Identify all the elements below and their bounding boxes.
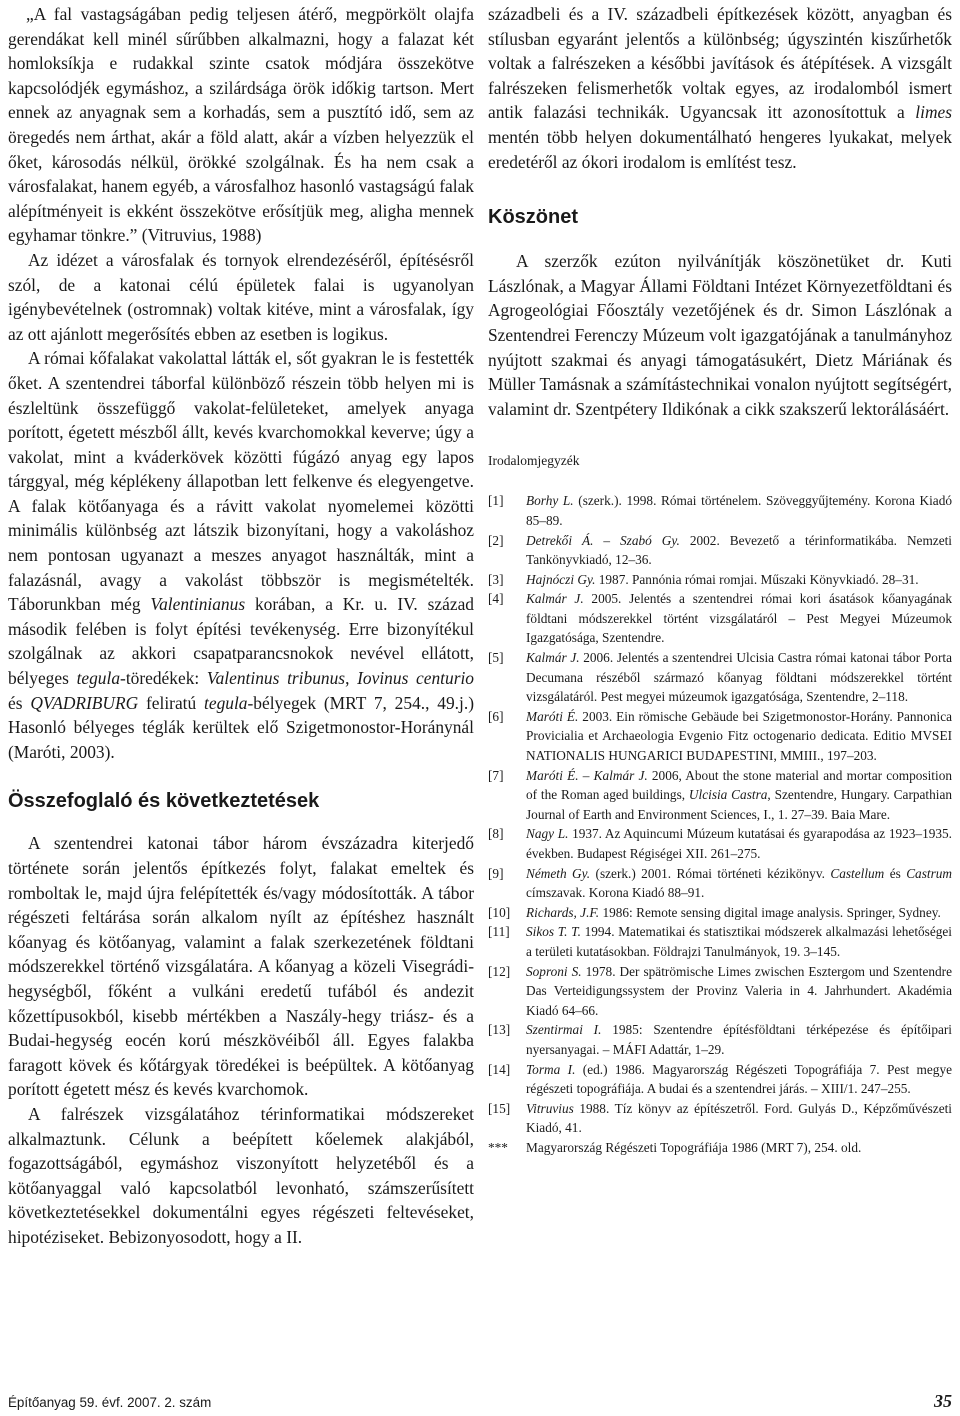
reference-author: Borhy L.	[526, 493, 574, 509]
reference-number: [4]	[488, 591, 504, 607]
reference-text: (szerk.). 1998. Római történelem. Szöveggyűjtemény. Korona Kiadó 85–89.	[526, 493, 952, 528]
reference-item	[488, 824, 952, 863]
section-heading-summary: Összefoglaló és következtetések	[8, 790, 320, 813]
reference-item	[488, 1060, 952, 1099]
text-run: -bélyegek (MRT 7, 254., 49.j.) Hasonló bélyeges téglák kerültek elő Szigetmonostor-Horánynál (Maróti, 2003).	[8, 692, 474, 762]
reference-item	[488, 1138, 952, 1158]
reference-item	[488, 962, 952, 1021]
reference-number: [13]	[488, 1022, 511, 1038]
text-run: tegula	[204, 692, 248, 713]
text-run: korában, a Kr. u. IV. század második felében is folyt építési tevékenység. Erre bizonyítékul szolgálnak az akkori csapatparancsnokok nevével ellátott, bélyeges	[8, 594, 474, 689]
reference-text: és	[884, 865, 907, 881]
references-title: Irodalomjegyzék	[488, 453, 580, 469]
reference-text: , Szentendre, Hungary. Carpathian Journal of Earth and Environment Sciences, I., 1. 27–39. Baia Mare.	[526, 787, 953, 822]
text-run: -töredékek:	[120, 668, 207, 689]
reference-author: Soproni S.	[526, 963, 582, 979]
text-run: limes	[915, 102, 952, 123]
reference-item	[488, 707, 952, 766]
reference-author: Detrekői Á. – Szabó Gy.	[526, 532, 680, 548]
right-column	[488, 0, 952, 1158]
reference-item	[488, 589, 952, 648]
references-list	[488, 491, 952, 1157]
reference-text: 1994. Matematikai és statisztikai módszerek alkalmazási lehetőségei a területi kutatásokban. Földrajzi Tanulmányok, 19. 3–145.	[526, 924, 952, 959]
reference-number: ***	[488, 1139, 508, 1155]
left-column	[8, 0, 474, 1250]
reference-number: [14]	[488, 1061, 511, 1077]
reference-number: [9]	[488, 865, 504, 881]
reference-author: Hajnóczi Gy.	[526, 571, 596, 587]
reference-item	[488, 1099, 952, 1138]
text-run: QVADRIBURG	[30, 692, 139, 713]
reference-text: címszavak. Korona Kiadó 88–91.	[526, 885, 705, 901]
reference-number: [12]	[488, 963, 511, 979]
reference-author: Németh Gy.	[526, 865, 591, 881]
reference-text: (szerk.) 2001. Római történeti kézikönyv.	[590, 865, 831, 881]
reference-author: Kalmár J.	[526, 650, 580, 666]
reference-text: 2002. Bevezető a térinformatikába. Nemzeti Tankönyvkiadó, 12–36.	[526, 532, 952, 568]
reference-text: 1986: Remote sensing digital image analysis. Springer, Sydney.	[599, 904, 941, 920]
reference-item	[488, 864, 952, 903]
text-run: feliratú	[138, 692, 205, 713]
reference-text: 2006. Jelentés a szentendrei Ulcisia Castra római katonai tábor Porta Decumana részéből származó kőanyag földtani módszerekkel történt vizsgálatáról. Pest megyei múzeumok igazgatósága, Szentendre, 2–118.	[526, 650, 952, 705]
reference-author: Vitruvius	[526, 1100, 574, 1116]
paragraph-methods: A falrészek vizsgálatához térinformatikai módszereket alkalmaztunk. Célunk a beépített kőelemek alakjából, fogazottságából, egymáshoz viszonyított helyzetéből és a kötőanyaggal való kapcsolatból levonható, számszerűsített következtetésekkel dokumentálni egyes régészeti feltevéseket, hipotéziseket. Bebizonyosodott, hogy a II.	[8, 1103, 474, 1247]
reference-text: (ed.) 1986. Magyarország Régészeti Topográfiája 7. Pest megye régészeti topográfiája. A budai és a szentendrei járás. – XIII/1. 247–255.	[526, 1061, 952, 1097]
reference-item	[488, 648, 952, 707]
reference-author: Kalmár J.	[526, 591, 584, 607]
reference-number: [7]	[488, 767, 504, 783]
journal-footer: Építőanyag 59. évf. 2007. 2. szám	[8, 1395, 212, 1410]
reference-author: Maróti É.	[526, 708, 579, 724]
reference-author: Szentirmai I.	[526, 1022, 602, 1038]
reference-text: 1985: Szentendre építésföldtani térképezése és építőipari nyersanyagai. – MÁFI Adattár, 1–29.	[526, 1022, 952, 1057]
text-run: századbeli és a IV. századbeli építkezések között, anyagban és stílusban egyaránt jelentős a különbség; úgyszintén kiszűrhetők voltak a falrészeken a későbbi javítások és átépítések. A vizsgált falrészeken felismerhetők voltak egyes, az irodalomból ismert antik falazási technikák. Ugyancsak itt azonosítottuk a	[488, 4, 952, 123]
reference-text: Ulcisia Castra	[688, 787, 768, 803]
reference-item	[488, 531, 952, 570]
reference-text: 2003. Ein römische Gebäude bei Szigetmonostor-Horány. Pannonica Provicialia et Archaeologia Evgenio Fitz octogenario dedicata. Editio MVSEI NATIONALIS HUNGARICI BUDAPESTINI, MMIII., 197–203.	[526, 708, 952, 764]
reference-text: 1988. Tíz könyv az építészetről. Ford. Gulyás D., Képzőművészeti Kiadó, 41.	[526, 1100, 952, 1136]
reference-author: Nagy L.	[526, 826, 569, 842]
reference-text: 1937. Az Aquincumi Múzeum kutatásai és gyarapodása az 1923–1935. években. Budapest Régiségei XII. 261–275.	[526, 826, 952, 861]
vitruvius-quote: „A fal vastagságában pedig teljesen átérő, megpörkölt olajfa gerendákat kell minél sűrűbben alkalmazni, hogy a falazat két homloksíkja e rudakkal szinte csatok módjára összekötve kapcsolódjék egymáshoz, a szilárdsága örök időkig tartson. Mert ennek az anyagnak sem a korhadás, sem a pusztító idő, sem az öregedés nem árthat, akár a föld alatt, akár a vízben helyezzük el őket, károsodás nélkül, örökké szolgálnak. És ha nem csak a városfalakat, hanem egyéb, a városfalhoz hasonló vastagságú falak alépítményeit is ekként összekötve erősítjük meg, aligha mennek egyhamar tönkre.” (Vitruvius, 1988)	[8, 4, 474, 246]
reference-author: Torma I.	[526, 1061, 576, 1077]
text-run: tegula	[76, 668, 121, 689]
paragraph-acknowledgement: A szerzők ezúton nyilvánítják köszönetüket dr. Kuti Lászlónak, a Magyar Állami Földtani Intézet Környezetföldtani és Agrogeológiai Főosztály vezetőjének és dr. Simon Lászlónak a Szentendrei Ferenczy Múzeum volt igazgatójának a tanulmányhoz nyújtott szakmai és anyagi támogatásukért, Dietz Máriának és Müller Tamásnak a számítástechnikai vonalon nyújtott segítségért, valamint dr. Szentpétery Ildikónak a cikk szakszerű lektorálásáért.	[488, 251, 952, 419]
reference-number: [15]	[488, 1100, 511, 1116]
reference-number: [10]	[488, 904, 511, 920]
reference-text: Castrum	[906, 865, 952, 881]
reference-number: [6]	[488, 708, 504, 724]
reference-number: [11]	[488, 924, 510, 940]
page-number: 35	[934, 1391, 952, 1411]
reference-item	[488, 766, 952, 825]
text-run: ,	[345, 668, 358, 689]
paragraph-summary: A szentendrei katonai tábor három évszázadra kiterjedő története során jelentős építkezés folyt, falakat emeltek és romboltak le, majd újra felépítették és/vagy módosították. A tábor régészeti feltárása során alkalom nyílt az építéshez használt kőanyag és kötőanyag, valamint a falak szerkezetének földtani módszerekkel történő vizsgálatára. A kőanyag a közeli Visegrádi-hegységből, főként a vulkáni eredetű tufából és andezit kőzettípusokból, kisebb mértékben a Naszály-hegy triász- és a Budai-hegység eocén korú mészkövéiből áll. Egyes falakba faragott kövek és kőtárgyak töredékei is beépültek. A kötőanyag porított égetett mész és kevés kvarchomok.	[8, 833, 474, 1100]
reference-number: [5]	[488, 650, 504, 666]
text-run: és	[8, 692, 31, 713]
reference-text: 2006, About the stone material and mortar composition of the Roman aged buildings,	[526, 767, 952, 803]
text-run: mentén több helyen dokumentálható hengeres lyukakat, melyek eredetéről az ókori irodalom is említést tesz.	[488, 126, 952, 172]
reference-number: [8]	[488, 826, 504, 842]
reference-item	[488, 1020, 952, 1059]
text-run: Valentinus tribunus	[206, 668, 346, 689]
text-run: A római kőfalakat vakolattal látták el, sőt gyakran le is festették őket. A szentendrei táborfal különböző részein több helyen mi is észleltünk összefüggő vakolat-felületeket, amelyek anyaga porított, égetett mészből állt, kevés kvarchomokkal keverve; úgy a vakolat, mint a kváderkövek közötti fúgázó anyag egy lapos tárggyal, még képlékeny állapotban lett felkenve és elegyengetve. A falak kötőanyaga és a rávitt vakolat nyomelemei közötti minimális különbség azt látszik bizonyítani, hogy a vakoláshoz nem pontosan ugyanazt a meszes anyagot használták, mint a falazásnál, avagy a vakolást többször is megismételték. Táborunkban még	[8, 348, 474, 615]
reference-text: Castellum	[830, 865, 885, 881]
reference-item	[488, 491, 952, 530]
reference-author: Richards, J.F.	[526, 904, 600, 920]
paragraph-quote-commentary: Az idézet a városfalak és tornyok elrendezéséről, építésésről szól, de a katonai célú épületek falai is ugyanolyan igénybevételnek (ostromnak) voltak kitéve, mint a városfalak, így az ott ajánlott megerősítés ebben az esetben is logikus.	[8, 249, 474, 344]
reference-number: [3]	[488, 571, 504, 587]
reference-number: [1]	[488, 493, 504, 509]
text-run: Valentinianus	[150, 594, 246, 615]
paragraph-continued	[488, 2, 952, 174]
reference-text: Magyarország Régészeti Topográfiája 1986 (MRT 7), 254. old.	[526, 1139, 862, 1155]
paragraph-plaster	[8, 346, 474, 764]
reference-item	[488, 903, 952, 923]
reference-author: Sikos T. T.	[526, 924, 581, 940]
reference-item	[488, 922, 952, 961]
reference-text: 1978. Der spätrömische Limes zwischen Esztergom und Szentendre Das Verteidigungssystem der Provinz Valeria in 4. Jahrhundert. Akadémia Kiadó 64–66.	[526, 963, 953, 1018]
reference-text: 2005. Jelentés a szentendrei római kori ásatások kőanyagának földtani módszerekkel történt vizsgálatáról – Pest Megyei Múzeumok Igazgatósága, Szentendre.	[526, 591, 952, 646]
reference-text: 1987. Pannónia római romjai. Műszaki Könyvkiadó. 28–31.	[595, 571, 919, 587]
section-heading-acknowledgement: Köszönet	[488, 206, 578, 229]
reference-item	[488, 570, 952, 590]
text-run: Iovinus centurio	[357, 668, 474, 689]
reference-number: [2]	[488, 532, 504, 548]
reference-author: Maróti É. – Kalmár J.	[526, 767, 648, 783]
